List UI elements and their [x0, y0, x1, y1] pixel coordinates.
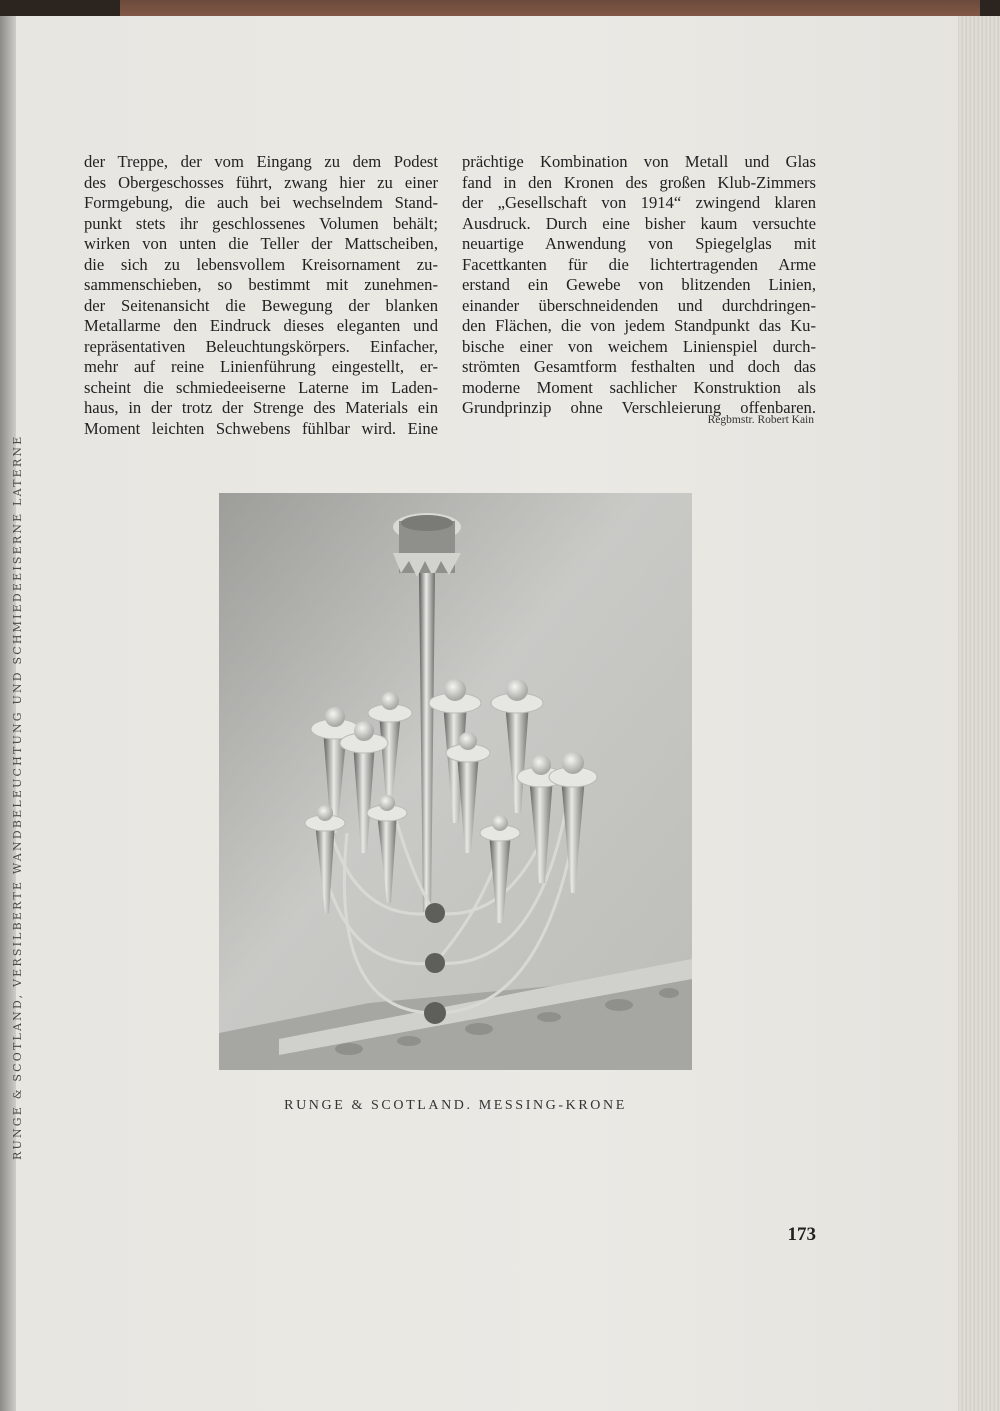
text-line: der „Gesellschaft von 1914“ zwingend klaren: [462, 193, 816, 212]
text-line: scheint die schmiedeeiserne Laterne im Laden-: [84, 377, 438, 397]
text-line: sammenschieben, so bestimmt mit zunehmen-: [84, 275, 438, 294]
text-line: Moment leichten Schwebens fühlbar wird. Eine: [84, 418, 438, 438]
text-line: Ausdruck. Durch eine bisher kaum versuchte: [462, 213, 816, 233]
text-line: moderne Moment sachlicher Konstruktion als: [462, 377, 816, 397]
text-line: prächtige Kombination von Metall und Glas: [462, 152, 816, 171]
text-line: haus, in der trotz der Strenge des Materials ein: [84, 398, 438, 417]
text-line: den Flächen, die von jedem Standpunkt das Ku-: [462, 316, 816, 335]
text-line: punkt stets ihr geschlossenes Volumen behält;: [84, 213, 438, 233]
chandelier-photo: [219, 493, 692, 1070]
text-line: erstand ein Gewebe von blitzenden Linien,: [462, 275, 816, 294]
text-line: Grundprinzip ohne Verschleierung offenbaren.: [462, 398, 816, 417]
text-line: fand in den Kronen des großen Klub-Zimmers: [462, 172, 816, 192]
text-line: Metallarme den Eindruck dieses eleganten und: [84, 316, 438, 335]
text-line: Formgebung, die auch bei wechselndem Stand-: [84, 193, 438, 212]
text-line: bische einer von weichem Linienspiel durch-: [462, 336, 816, 356]
photo-caption: RUNGE & SCOTLAND. MESSING-KRONE: [284, 1098, 627, 1113]
text-line: Facettkanten für die lichtertragenden Arme: [462, 254, 816, 274]
text-line: die sich zu lebensvollem Kreisornament zu-: [84, 254, 438, 274]
page-number: 173: [787, 1224, 816, 1245]
text-line: wirken von unten die Teller der Mattscheiben,: [84, 234, 438, 253]
text-line: repräsentativen Beleuchtungskörpers. Einfacher,: [84, 336, 438, 356]
text-line: neuartige Anwendung von Spiegelglas mit: [462, 234, 816, 253]
text-line: einander überschneidenden und durchdringen-: [462, 295, 816, 315]
text-line: der Seitenansicht die Bewegung der blanken: [84, 295, 438, 315]
author-credit: Regbmstr. Robert Kain: [707, 414, 814, 426]
text-line: mehr auf reine Linienführung eingestellt, er-: [84, 357, 438, 376]
left-text-column: [84, 152, 438, 439]
chandelier-illustration: [219, 493, 692, 1070]
page-stack-edge: [958, 16, 1000, 1411]
right-text-column: [462, 152, 816, 419]
text-line: des Obergeschosses führt, zwang hier zu einer: [84, 172, 438, 192]
text-line: der Treppe, der vom Eingang zu dem Podest: [84, 152, 438, 171]
previous-page-spine-text: RUNGE & SCOTLAND, VERSILBERTE WANDBELEUCHTUNG UND SCHMIEDEEISERNE LATERNE: [11, 434, 24, 1160]
text-line: strömten Gesamtform festhalten und doch das: [462, 357, 816, 376]
